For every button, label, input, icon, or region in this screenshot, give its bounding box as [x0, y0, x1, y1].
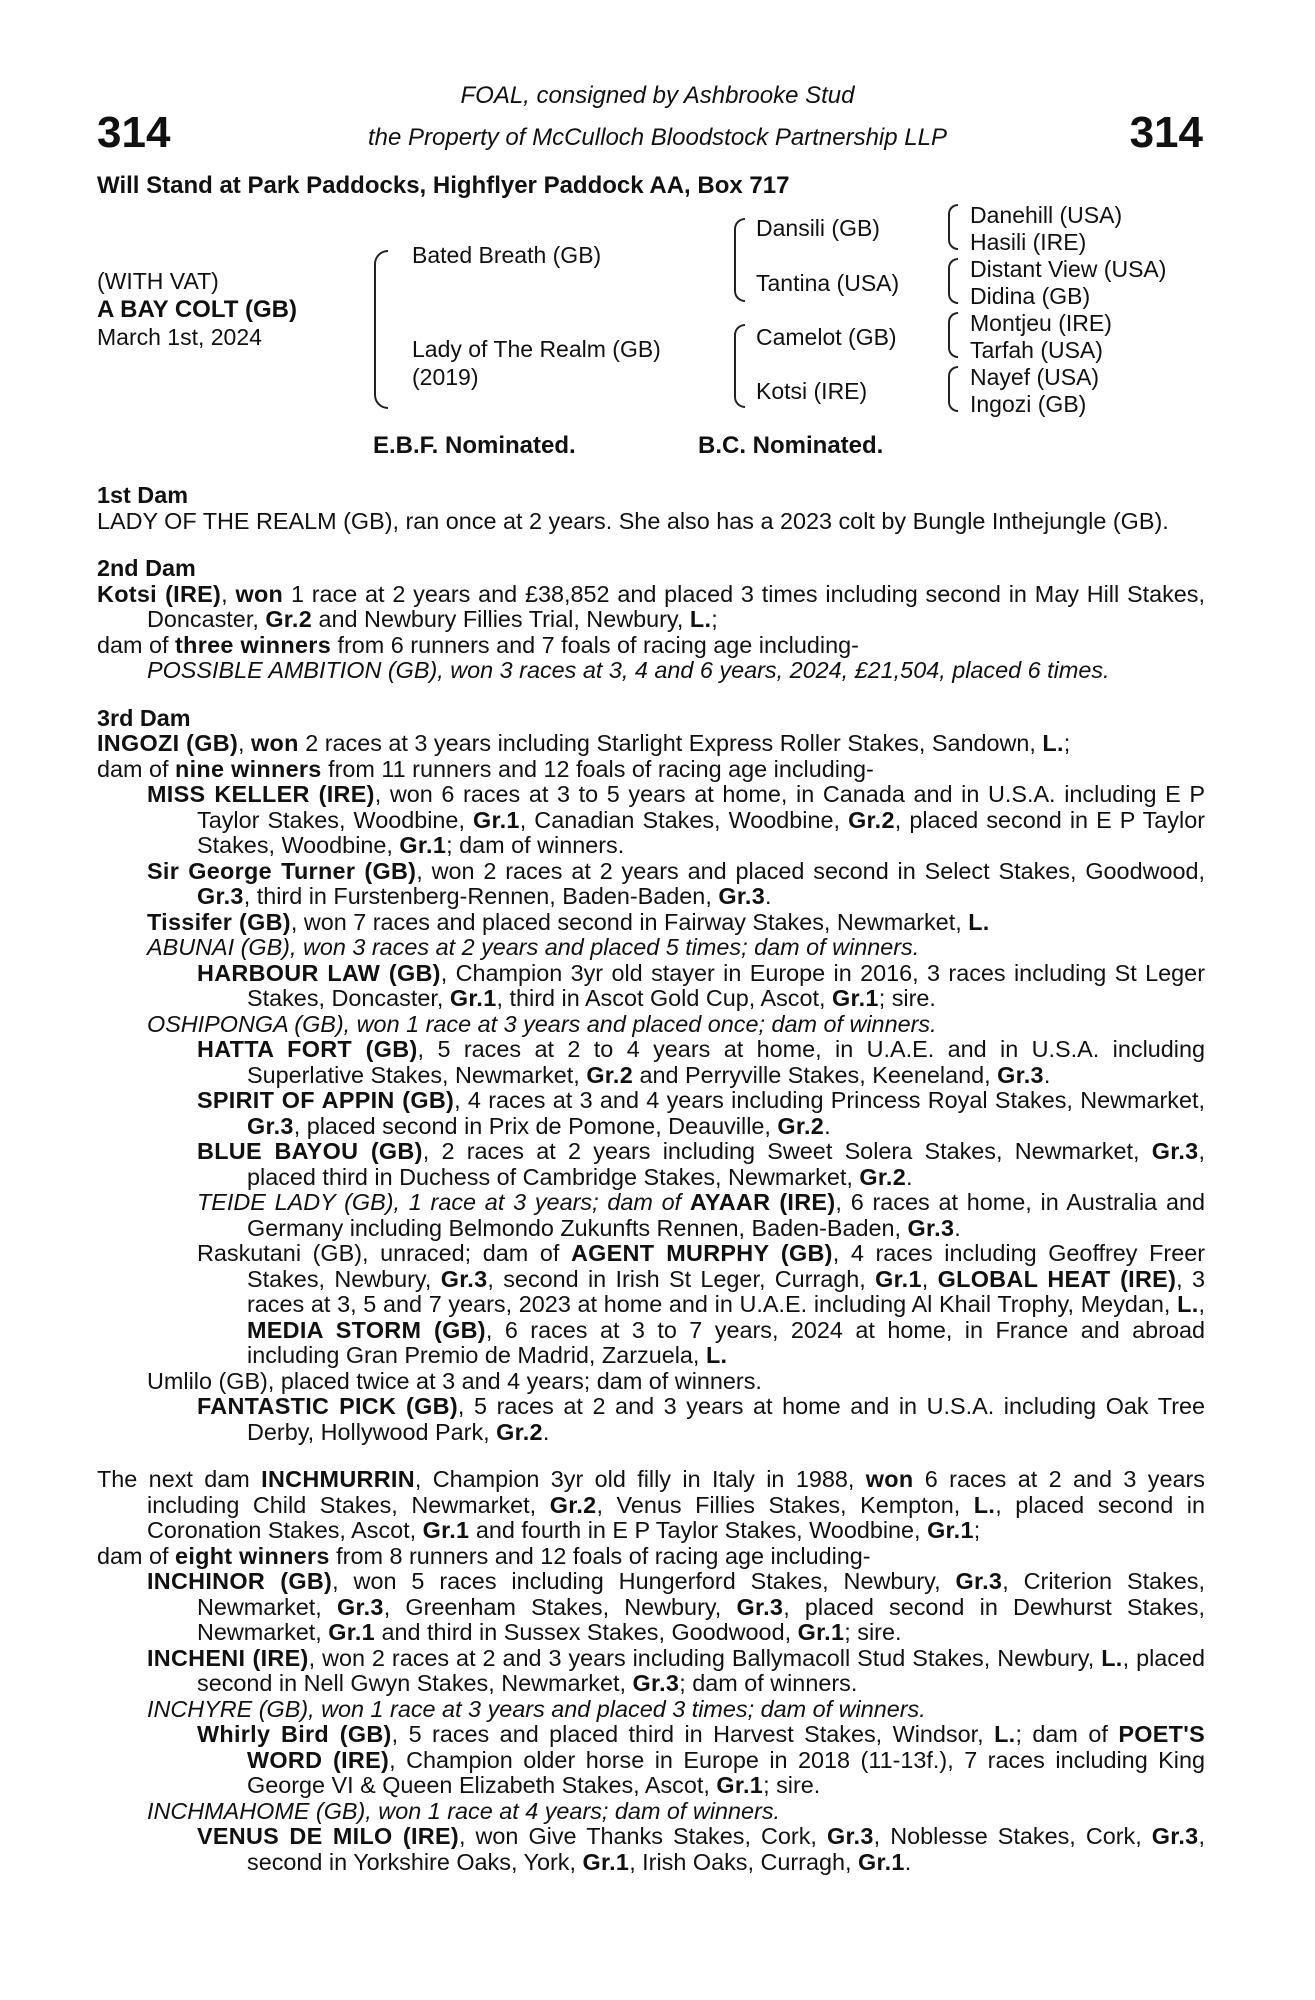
pedigree-brace-main [374, 250, 388, 409]
text-run: Gr.1 [449, 985, 497, 1011]
text-run: Gr.1 [797, 1619, 845, 1645]
text-run: , [1198, 1291, 1205, 1317]
text-run: and Newbury Fillies Trial, Newbury, [312, 606, 690, 632]
gg-6: Tarfah (USA) [970, 337, 1103, 363]
text-run: L. [705, 1342, 728, 1368]
text-run: Gr.1 [582, 1848, 630, 1875]
text-run: POET'S WORD (IRE) [247, 1721, 1205, 1773]
text-run: from 6 runners and 7 foals of racing age including- [331, 631, 859, 658]
progeny-entry [97, 1190, 1205, 1241]
progeny-entry [97, 1241, 1205, 1369]
text-run: Gr.3 [1151, 1823, 1199, 1849]
second-dam-heading: 2nd Dam [97, 555, 196, 581]
text-run: Gr.3 [632, 1670, 680, 1696]
text-run: Gr.3 [997, 1061, 1044, 1088]
text-run: Whirly Bird (GB) [197, 1721, 392, 1747]
text-run: INCHENI (IRE) [147, 1644, 309, 1671]
text-run: , placed second in Dewhurst Stakes, Newmarket, [197, 1593, 1205, 1645]
text-run: Gr.2 [265, 606, 313, 632]
text-run: , won 7 races and placed second in Fairway Stakes, Newmarket, [290, 908, 969, 935]
text-run: dam of [97, 755, 176, 782]
text-run: , Champion 3yr old filly in Italy in 1988, [414, 1466, 866, 1492]
text-run: Gr.1 [857, 1848, 905, 1875]
text-run: BLUE BAYOU (GB) [197, 1138, 423, 1164]
text-run: L. [1177, 1291, 1199, 1317]
bc-nomination: B.C. Nominated. [698, 432, 884, 459]
text-run: MEDIA STORM (GB) [247, 1316, 486, 1343]
first-dam-text: LADY OF THE REALM (GB), ran once at 2 years. She also has a 2023 colt by Bungle Inthejungle (GB). [97, 507, 1169, 534]
text-run: L. [689, 606, 712, 632]
text-run: Gr.3 [1151, 1138, 1199, 1164]
text-run: , placed second in Prix de Pomone, Deauville, [293, 1112, 778, 1139]
text-run: , 3 races at 3, 5 and 7 years, 2023 at home and in U.A.E. including Al Khail Trophy, Meydan, [247, 1265, 1205, 1317]
text-run: , Noblesse Stakes, Cork, [873, 1823, 1152, 1849]
text-run: Gr.3 [826, 1823, 874, 1849]
text-run: Gr.3 [955, 1568, 1003, 1594]
gg-7: Nayef (USA) [970, 364, 1100, 390]
pedigree-brace-sire [734, 218, 745, 302]
text-run: . [765, 883, 772, 909]
text-run: Gr.3 [440, 1265, 488, 1292]
text-run: , placed second in E P Taylor Stakes, Woodbine, [197, 806, 1205, 858]
dam-dam: Kotsi (IRE) [756, 378, 868, 404]
progeny-entry [97, 1722, 1205, 1799]
text-run: Gr.2 [848, 806, 895, 833]
text-run: , 5 races and placed third in Harvest Stakes, Windsor, [391, 1721, 995, 1747]
text-run: L. [1042, 730, 1064, 756]
sire-sire: Dansili (GB) [756, 215, 880, 241]
text-run: , [921, 1265, 938, 1292]
text-run: HATTA FORT (GB) [197, 1036, 418, 1062]
text-run: SPIRIT OF APPIN (GB) [197, 1087, 455, 1113]
progeny-entry [97, 1037, 1205, 1088]
text-run: , 5 races at 2 and 3 years at home and in U.S.A. including Oak Tree Derby, Hollywood Park, [247, 1393, 1205, 1445]
text-run: INCHMAHOME (GB), won 1 race at 4 years; dam of winners. [147, 1797, 781, 1824]
text-run: , Champion 3yr old stayer in Europe in 2016, 3 races including St Leger Stakes, Doncaster, [247, 959, 1205, 1011]
gg-4: Didina (GB) [970, 283, 1091, 309]
text-run: , won 2 races at 2 and 3 years including Ballymacoll Stud Stakes, Newbury, [308, 1644, 1102, 1671]
text-run: . [824, 1112, 831, 1139]
text-run: INCHYRE (GB), won 1 race at 3 years and placed 3 times; dam of winners. [147, 1695, 926, 1722]
text-run: Gr.2 [549, 1491, 597, 1518]
text-run: Tissifer (GB) [147, 908, 291, 935]
text-run: ; [1063, 730, 1071, 756]
text-run: ; sire. [844, 1619, 902, 1645]
text-run: Gr.2 [859, 1163, 907, 1190]
text-run: , placed third in Duchess of Cambridge Stakes, Newmarket, [247, 1138, 1205, 1190]
text-run: , placed second in Nell Gwyn Stakes, Newmarket, [197, 1644, 1205, 1696]
text-run: , won 5 races including Hungerford Stakes, Newbury, [332, 1568, 956, 1594]
gg-1: Danehill (USA) [970, 202, 1123, 228]
date-of-birth: March 1st, 2024 [97, 324, 262, 350]
next-dam-text [97, 1467, 1205, 1544]
text-run: HARBOUR LAW (GB) [197, 959, 441, 986]
text-run: ; [711, 606, 718, 632]
text-run: Gr.2 [777, 1112, 825, 1139]
second-dam-produce [97, 633, 1205, 659]
progeny-entry [97, 1824, 1205, 1875]
text-run: , second in Irish St Leger, Curragh, [487, 1265, 876, 1292]
text-run: and Perryville Stakes, Keeneland, [633, 1061, 998, 1088]
text-run: AGENT MURPHY (GB) [570, 1240, 833, 1266]
progeny-entry [97, 1139, 1205, 1190]
text-run: Sir George Turner (GB) [147, 857, 417, 884]
text-run: , Champion older horse in Europe in 2018 (11-13f.), 7 races including King George VI & Queen Elizabeth Stakes, Ascot, [247, 1746, 1206, 1798]
lot-number-right: 314 [1129, 108, 1203, 157]
text-run: , 4 races including Geoffrey Freer Stakes, Newbury, [247, 1240, 1205, 1292]
text-run: INCHINOR (GB) [147, 1568, 333, 1594]
lot-number-left: 314 [97, 108, 171, 157]
vat-label: (WITH VAT) [97, 268, 219, 294]
text-run: won [235, 580, 284, 607]
text-run: , won Give Thanks Stakes, Cork, [458, 1823, 827, 1849]
text-run: TEIDE LADY (GB), 1 race at 3 years; dam of [197, 1189, 690, 1215]
text-run: Gr.1 [831, 985, 879, 1011]
text-run: eight winners [175, 1542, 330, 1569]
text-run: Gr.1 [716, 1772, 764, 1798]
text-run: Gr.3 [907, 1214, 955, 1241]
text-run: ABUNAI (GB), won 3 races at 2 years and placed 5 times; dam of winners. [147, 934, 920, 960]
text-run: POSSIBLE AMBITION (GB), won 3 races at 3, 4 and 6 years, 2024, £21,504, placed 6 times. [147, 657, 1110, 683]
text-run: , second in Yorkshire Oaks, York, [247, 1823, 1205, 1875]
progeny-entry [97, 1697, 1205, 1723]
text-run: Gr.1 [473, 806, 520, 833]
text-run: GLOBAL HEAT (IRE) [937, 1265, 1177, 1292]
text-run: won [251, 730, 299, 756]
text-run: ; sire. [763, 1772, 821, 1798]
text-run: , Criterion Stakes, Newmarket, [197, 1568, 1205, 1620]
text-run: , 5 races at 2 to 4 years at home, in U.A.E. and in U.S.A. including Superlative Stakes, Newmarket, [247, 1036, 1205, 1088]
text-run: , Venus Fillies Stakes, Kempton, [596, 1491, 974, 1518]
text-run: Gr.3 [247, 1112, 294, 1139]
text-run: and fourth in E P Taylor Stakes, Woodbine, [469, 1517, 928, 1543]
progeny-entry [97, 1569, 1205, 1646]
text-run: Gr.2 [586, 1061, 634, 1088]
pedigree-brace-dam [734, 324, 745, 408]
text-run: , placed second in Coronation Stakes, Ascot, [147, 1491, 1205, 1543]
text-run: dam of [97, 1542, 176, 1569]
text-run: . [954, 1214, 961, 1241]
text-run: Gr.1 [328, 1619, 375, 1645]
text-run: , Greenham Stakes, Newbury, [383, 1593, 737, 1620]
text-run: ; [973, 1517, 981, 1543]
text-run: , [238, 730, 252, 756]
stand-location: Will Stand at Park Paddocks, Highflyer Paddock AA, Box 717 [97, 172, 790, 199]
text-run: Gr.1 [422, 1517, 470, 1543]
first-dam-heading: 1st Dam [97, 482, 189, 508]
second-dam-text [97, 582, 1205, 633]
text-run: Gr.1 [875, 1265, 922, 1292]
text-run: , 4 races at 3 and 4 years including Princess Royal Stakes, Newmarket, [454, 1087, 1206, 1113]
progeny-entry [97, 658, 1205, 684]
progeny-entry [97, 1369, 1205, 1395]
text-run: MISS KELLER (IRE) [147, 781, 375, 807]
pedigree-brace-gg4 [948, 366, 958, 412]
progeny-entry [97, 961, 1205, 1012]
text-run: , third in Furstenberg-Rennen, Baden-Baden, [243, 883, 719, 909]
text-run: , 6 races at home, in Australia and Germany including Belmondo Zukunfts Rennen, Baden-Baden, [247, 1189, 1205, 1241]
dam-year: (2019) [412, 364, 479, 390]
text-run: AYAAR (IRE) [689, 1189, 836, 1215]
gg-5: Montjeu (IRE) [970, 310, 1112, 336]
text-run: Gr.3 [718, 883, 766, 909]
text-run: Umlilo (GB), placed twice at 3 and 4 years; dam of winners. [147, 1367, 762, 1394]
text-run: won [865, 1466, 914, 1492]
text-run: . [906, 1163, 913, 1190]
progeny-entry [97, 859, 1205, 910]
progeny-entry [97, 1394, 1205, 1445]
gg-3: Distant View (USA) [970, 256, 1167, 282]
gg-2: Hasili (IRE) [970, 229, 1087, 255]
text-run: L. [1101, 1644, 1123, 1671]
text-run: ; dam of winners. [679, 1670, 858, 1696]
text-run: dam of [97, 631, 176, 658]
text-run: Gr.1 [399, 832, 447, 858]
text-run: , won 6 races at 3 to 5 years at home, in Canada and in U.S.A. including E P Taylor Stakes, Woodbine, [197, 781, 1205, 833]
pedigree-brace-gg1 [948, 204, 958, 250]
text-run: ; dam of winners. [446, 832, 625, 858]
text-run: , Canadian Stakes, Woodbine, [519, 806, 849, 833]
dam-sire: Camelot (GB) [756, 324, 897, 350]
text-run: three winners [175, 631, 332, 658]
text-run: L. [968, 908, 990, 935]
progeny-entry [97, 1012, 1205, 1038]
text-run: OSHIPONGA (GB), won 1 race at 3 years and placed once; dam of winners. [147, 1010, 937, 1037]
progeny-entry [97, 782, 1205, 859]
consignor-line: FOAL, consigned by Ashbrooke Stud [460, 82, 855, 109]
text-run: 1 race at 2 years and £38,852 and placed 3 times including second in May Hill Stakes, Doncaster, [147, 580, 1206, 632]
progeny-entry [97, 910, 1205, 936]
third-dam-heading: 3rd Dam [97, 704, 191, 731]
text-run: , 6 races at 3 to 7 years, 2024 at home, in France and abroad including Gran Premio de Madrid, Zarzuela, [247, 1316, 1205, 1368]
text-run: . [542, 1418, 550, 1445]
text-run: FANTASTIC PICK (GB) [197, 1393, 458, 1419]
third-dam-produce [97, 757, 1205, 783]
third-dam-text [97, 731, 1205, 757]
pedigree-brace-gg2 [948, 258, 958, 304]
text-run: ; dam of [1015, 1721, 1119, 1747]
text-run: Raskutani (GB), unraced; dam of [197, 1240, 571, 1266]
text-run: nine winners [175, 755, 322, 782]
text-run: , 2 races at 2 years including Sweet Solera Stakes, Newmarket, [422, 1138, 1152, 1164]
text-run: 2 races at 3 years including Starlight Express Roller Stakes, Sandown, [298, 730, 1043, 756]
ebf-nomination: E.B.F. Nominated. [373, 432, 576, 459]
horse-name: A BAY COLT (GB) [97, 296, 298, 323]
text-run: L. [994, 1721, 1016, 1747]
text-run: from 8 runners and 12 foals of racing age including- [329, 1542, 871, 1569]
progeny-entry [97, 935, 1205, 961]
property-line: the Property of McCulloch Bloodstock Partnership LLP [368, 124, 947, 151]
text-run: , Irish Oaks, Curragh, [629, 1848, 858, 1875]
sire-dam: Tantina (USA) [756, 270, 900, 296]
gg-8: Ingozi (GB) [970, 391, 1087, 417]
text-run: ; sire. [878, 985, 936, 1011]
sire-name: Bated Breath (GB) [412, 242, 602, 268]
next-dam-produce [97, 1544, 1205, 1570]
text-run: . [904, 1848, 912, 1875]
text-run: Kotsi (IRE) [97, 580, 222, 607]
text-run: The next dam [97, 1466, 262, 1492]
text-run: , [221, 580, 236, 607]
text-run: INCHMURRIN [261, 1466, 415, 1492]
text-run: Gr.1 [927, 1517, 974, 1543]
text-run: INGOZI (GB) [97, 730, 239, 756]
text-run: Gr.3 [336, 1593, 384, 1620]
text-run: and third in Sussex Stakes, Goodwood, [375, 1619, 798, 1645]
text-run: Gr.2 [496, 1418, 543, 1445]
progeny-entry [97, 1799, 1205, 1825]
pedigree-brace-gg3 [948, 312, 958, 358]
text-run: , won 2 races at 2 years and placed second in Select Stakes, Goodwood, [416, 857, 1205, 884]
text-run: . [1043, 1061, 1051, 1088]
text-run: VENUS DE MILO (IRE) [197, 1823, 459, 1849]
dam-record [97, 483, 1205, 1875]
text-run: from 11 runners and 12 foals of racing age including- [321, 755, 874, 782]
text-run: , third in Ascot Gold Cup, Ascot, [496, 985, 832, 1011]
dam-name: Lady of The Realm (GB) [412, 336, 661, 362]
text-run: Gr.3 [736, 1593, 784, 1620]
text-run: L. [973, 1491, 996, 1518]
text-run: 6 races at 2 and 3 years including Child Stakes, Newmarket, [147, 1466, 1205, 1518]
progeny-entry [97, 1646, 1205, 1697]
progeny-entry [97, 1088, 1205, 1139]
text-run: Gr.3 [197, 883, 244, 909]
